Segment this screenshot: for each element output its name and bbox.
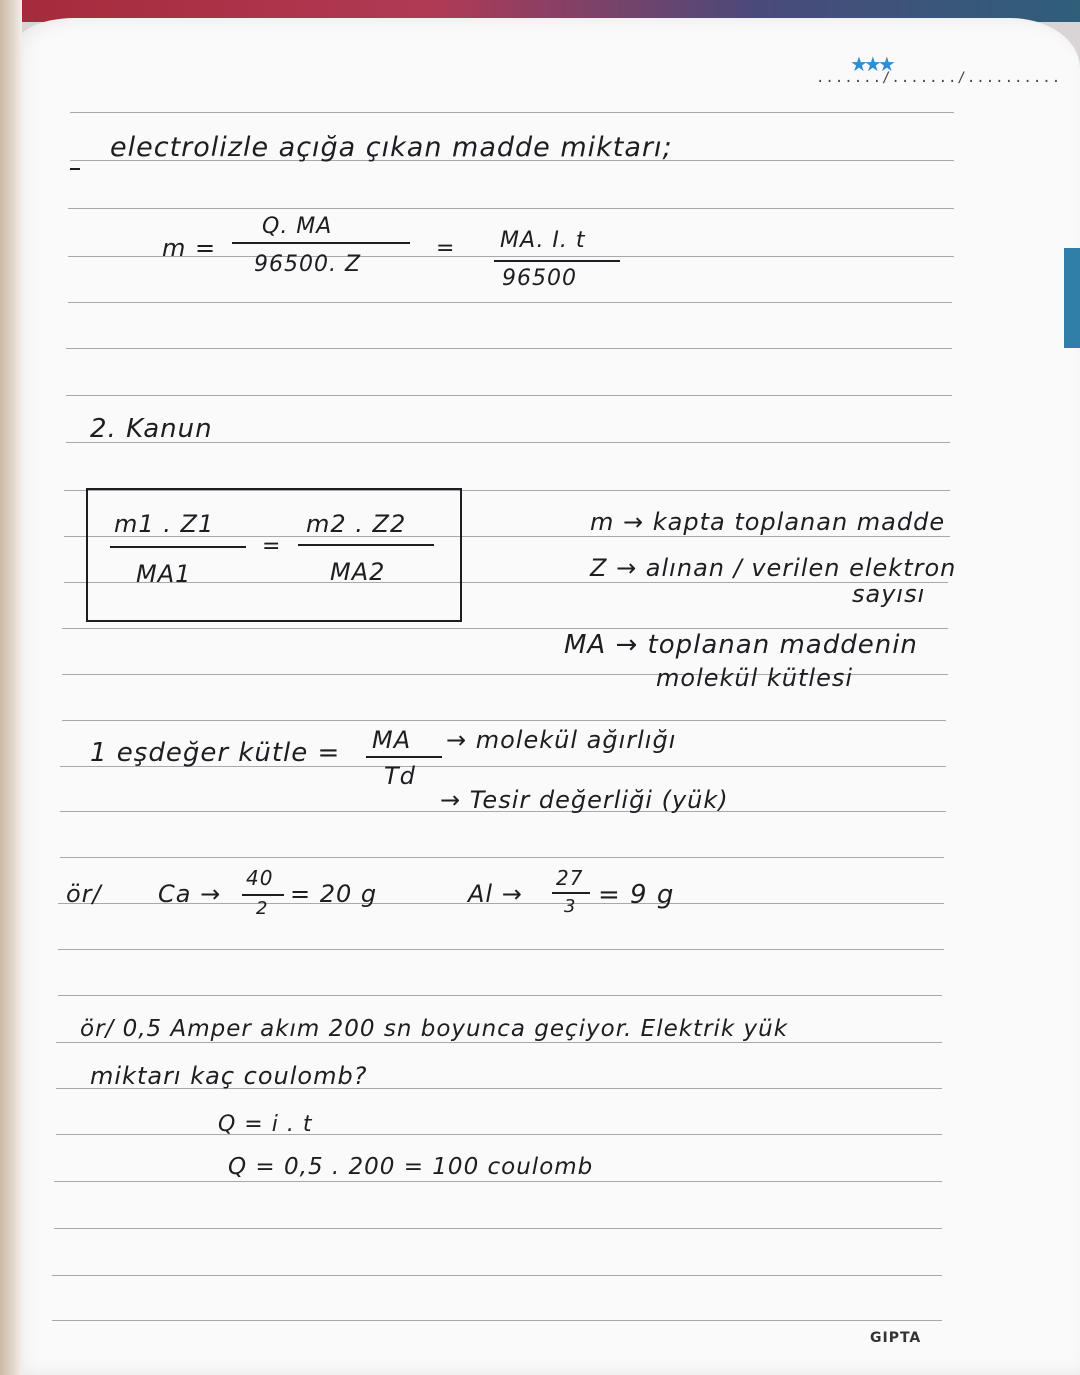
law2-num-left: m1 . Z1 <box>114 510 215 538</box>
example1-ca-den: 2 <box>256 898 269 919</box>
law2-den-left: MA1 <box>136 560 192 588</box>
example1-prefix: ör/ <box>66 880 102 908</box>
legend-z-line1: Z → alınan / verilen elektron <box>590 554 957 582</box>
example2-line1: ör/ 0,5 Amper akım 200 sn boyunca geçiyor. Elektrik yük <box>80 1016 789 1042</box>
ruled-line <box>58 995 942 996</box>
example1-al-den: 3 <box>564 896 577 917</box>
ruled-line <box>66 395 952 396</box>
example1-al-result: = 9 g <box>598 880 675 910</box>
legend-ma-line2: molekül kütlesi <box>656 664 854 692</box>
example1-ca-bar <box>242 894 284 896</box>
ruled-line <box>56 1042 942 1043</box>
ruled-line <box>62 628 948 629</box>
formula1-den1: 96500. Z <box>254 252 362 277</box>
example1-ca-label: Ca → <box>158 880 222 908</box>
formula1-fraction-bar-2 <box>494 260 620 262</box>
law2-den-right: MA2 <box>330 558 386 586</box>
law2-fraction-bar-left <box>110 546 246 548</box>
ruled-line <box>66 348 952 349</box>
formula1-lhs: m = <box>162 234 217 262</box>
notebook-binding <box>0 0 22 1375</box>
equiv-label: 1 eşdeğer kütle = <box>90 738 341 768</box>
note-line-1: electrolizle açığa çıkan madde miktarı; <box>110 132 673 163</box>
notebook-brand: GIPTA <box>870 1330 922 1346</box>
ruled-line <box>70 112 954 113</box>
equiv-num: MA <box>372 726 412 754</box>
formula1-equals: = <box>436 236 456 261</box>
example2-eq1: Q = i . t <box>218 1112 313 1137</box>
ruled-line <box>56 1134 942 1135</box>
example1-al-label: Al → <box>468 880 523 908</box>
example1-ca-result: = 20 g <box>290 880 378 908</box>
formula1-den2: 96500 <box>502 266 577 291</box>
law2-fraction-bar-right <box>298 544 434 546</box>
ruled-line <box>68 208 954 209</box>
ruled-line <box>52 1275 942 1276</box>
law2-heading: 2. Kanun <box>90 414 213 444</box>
formula1-num2: MA. I. t <box>500 228 586 253</box>
equiv-arrow2: → Tesir değerliği (yük) <box>440 786 729 814</box>
law2-num-right: m2 . Z2 <box>306 510 407 538</box>
legend-m: m → kapta toplanan madde <box>590 508 946 536</box>
ruled-line <box>54 1181 942 1182</box>
star-doodle: ★★★ <box>850 52 892 76</box>
example1-al-bar <box>552 892 590 894</box>
equiv-fraction-bar <box>366 756 442 758</box>
example2-eq2: Q = 0,5 . 200 = 100 coulomb <box>228 1154 594 1180</box>
example1-ca-num: 40 <box>246 866 274 890</box>
ruled-line <box>62 720 946 721</box>
ruled-line <box>68 302 952 303</box>
ruled-line <box>60 857 944 858</box>
formula1-fraction-bar-1 <box>232 242 410 244</box>
equiv-den: Td <box>384 762 416 790</box>
ruled-line <box>54 1228 942 1229</box>
legend-ma-line1: MA → toplanan maddenin <box>564 630 918 660</box>
ruled-line <box>52 1320 942 1321</box>
legend-z-line2: sayısı <box>852 580 926 608</box>
date-slots: ......./......./.......... <box>816 70 1062 86</box>
page-tab <box>1064 248 1080 348</box>
ruled-line <box>58 949 944 950</box>
formula1-num1: Q. MA <box>262 214 333 239</box>
bullet-dash <box>70 168 80 170</box>
equiv-arrow1: → molekül ağırlığı <box>446 726 677 754</box>
example2-line2: miktarı kaç coulomb? <box>90 1062 368 1090</box>
example1-al-num: 27 <box>556 866 584 890</box>
law2-equals: = <box>262 534 282 559</box>
